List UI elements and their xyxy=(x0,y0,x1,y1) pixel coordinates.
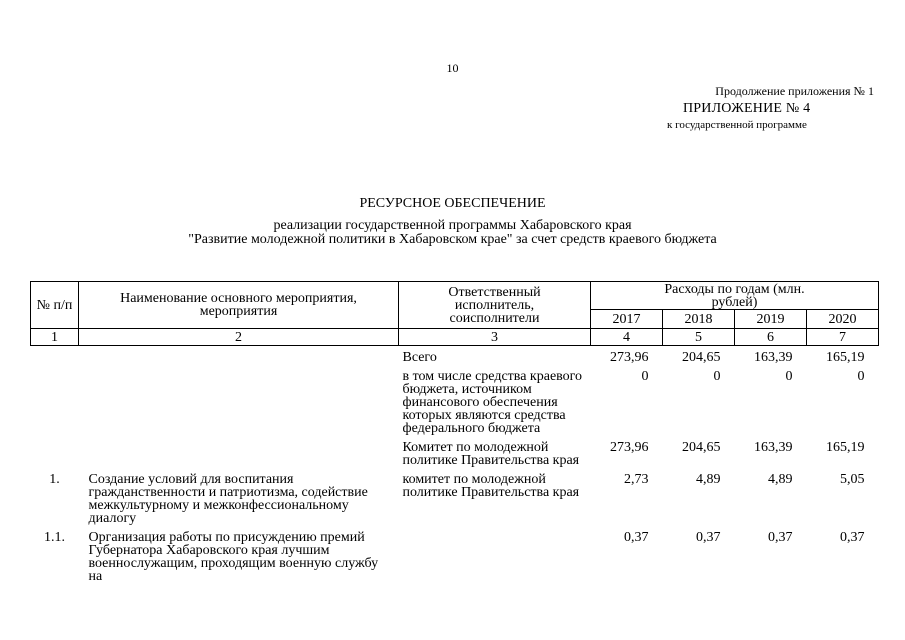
row-number xyxy=(31,350,79,365)
column-index: 2 xyxy=(79,329,399,346)
page-number: 10 xyxy=(446,61,459,75)
row-name: Организация работы по присуждению премий Губернатора Хабаровского края лучшим военнослужащим, проходящим военную службу на xyxy=(88,530,379,584)
column-index: 1 xyxy=(31,329,79,346)
resource-table xyxy=(30,281,879,584)
row-executor xyxy=(399,530,591,584)
value-2020: 165,19 xyxy=(826,440,865,455)
row-name: Создание условий для воспитания гражданственности и патриотизма, содействие межкультурному и межконфессиональному диалогу xyxy=(88,472,368,526)
column-index: 6 xyxy=(735,329,807,346)
row-number: 1.1. xyxy=(44,530,65,545)
value-2020: 0,37 xyxy=(840,530,865,545)
header-year: 2020 xyxy=(807,310,879,329)
value-2018: 0 xyxy=(713,369,721,384)
header-year: 2018 xyxy=(663,310,735,329)
column-index: 3 xyxy=(399,329,591,346)
value-2019: 163,39 xyxy=(754,350,793,365)
table-row xyxy=(31,530,879,584)
value-2020: 0 xyxy=(857,369,865,384)
value-2020: 165,19 xyxy=(826,350,865,365)
value-2017: 273,96 xyxy=(610,440,649,455)
row-executor: Всего xyxy=(402,350,437,365)
value-2018: 4,89 xyxy=(696,472,721,487)
row-executor: в том числе средства краевого бюджета, источником финансового обеспечения которых являются средства федерального бюджета xyxy=(402,369,583,436)
column-index: 4 xyxy=(591,329,663,346)
continuation-note: Продолжение приложения № 1 xyxy=(715,84,874,98)
row-number xyxy=(31,440,79,468)
document-title: РЕСУРСНОЕ ОБЕСПЕЧЕНИЕ xyxy=(359,196,546,211)
row-executor: Комитет по молодежной политике Правительства края xyxy=(402,440,580,468)
value-2019: 0 xyxy=(785,369,793,384)
value-2017: 2,73 xyxy=(624,472,649,487)
value-2018: 204,65 xyxy=(682,350,721,365)
value-2019: 0,37 xyxy=(768,530,793,545)
header-year: 2017 xyxy=(591,310,663,329)
row-name xyxy=(79,350,399,365)
value-2019: 163,39 xyxy=(754,440,793,455)
row-name xyxy=(79,440,399,468)
table-row xyxy=(31,440,879,468)
value-2017: 0 xyxy=(641,369,649,384)
value-2018: 204,65 xyxy=(682,440,721,455)
row-name xyxy=(79,369,399,436)
row-number xyxy=(31,369,79,436)
table-row xyxy=(31,350,879,365)
document-subtitle-line1: реализации государственной программы Хабаровского края xyxy=(273,218,632,233)
appendix-title: ПРИЛОЖЕНИЕ № 4 xyxy=(683,101,811,116)
column-index: 7 xyxy=(807,329,879,346)
document-subtitle-line2: "Развитие молодежной политики в Хабаровском крае" за счет средств краевого бюджета xyxy=(188,232,717,247)
header-number: № п/п xyxy=(31,282,79,329)
value-2017: 0,37 xyxy=(624,530,649,545)
column-index: 5 xyxy=(663,329,735,346)
header-executor: Ответственный исполнитель, соисполнители xyxy=(399,282,591,329)
table-row xyxy=(31,472,879,526)
value-2019: 4,89 xyxy=(768,472,793,487)
column-index-row xyxy=(31,329,879,346)
value-2020: 5,05 xyxy=(840,472,865,487)
header-name: Наименование основного мероприятия, мероприятия xyxy=(79,282,399,329)
header-year: 2019 xyxy=(735,310,807,329)
row-number: 1. xyxy=(49,472,60,487)
header-expenses: Расходы по годам (млн. рублей) xyxy=(591,282,879,310)
value-2017: 273,96 xyxy=(610,350,649,365)
row-executor: комитет по молодежной политике Правительства края xyxy=(402,472,580,500)
appendix-subtitle: к государственной программе xyxy=(667,119,807,131)
value-2018: 0,37 xyxy=(696,530,721,545)
table-row xyxy=(31,369,879,436)
